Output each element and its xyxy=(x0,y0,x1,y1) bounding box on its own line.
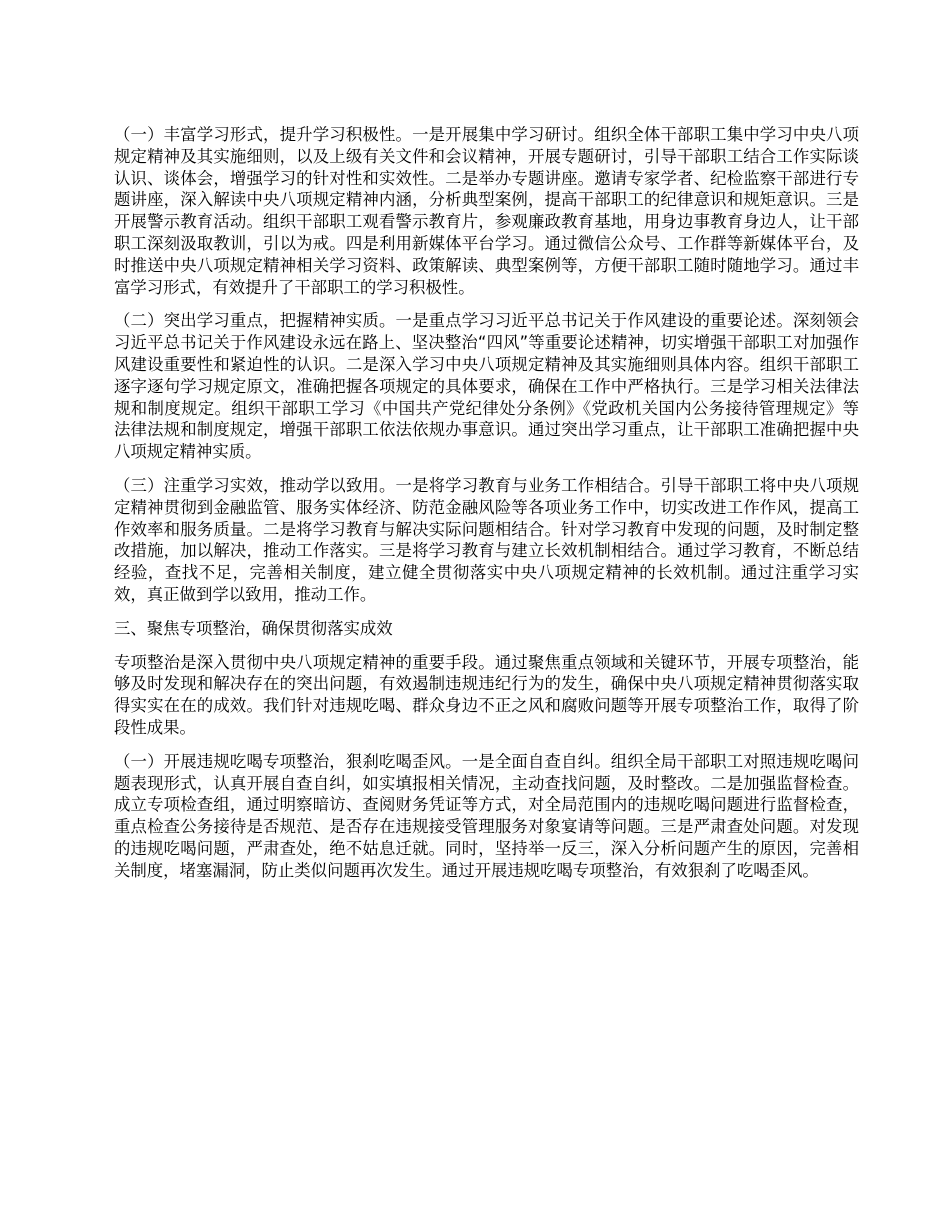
document-body xyxy=(114,124,859,894)
paragraph-study-forms: （一）丰富学习形式，提升学习积极性。一是开展集中学习研讨。组织全体干部职工集中学习中央八项规定精神及其实施细则，以及上级有关文件和会议精神，开展专题研讨，引导干部职工结合工作实际谈认识、谈体会，增强学习的针对性和实效性。二是举办专题讲座。邀请专家学者、纪检监察干部进行专题讲座，深入解读中央八项规定精神内涵，分析典型案例，提高干部职工的纪律意识和规矩意识。三是开展警示教育活动。组织干部职工观看警示教育片，参观廉政教育基地，用身边事教育身边人，让干部职工深刻汲取教训，引以为戒。四是利用新媒体平台学习。通过微信公众号、工作群等新媒体平台，及时推送中央八项规定精神相关学习资料、政策解读、典型案例等，方便干部职工随时随地学习。通过丰富学习形式，有效提升了干部职工的学习积极性。 xyxy=(114,125,859,297)
paragraph-dining-rectification: （一）开展违规吃喝专项整治，狠刹吃喝歪风。一是全面自查自纠。组织全局干部职工对照违规吃喝问题表现形式，认真开展自查自纠，如实填报相关情况，主动查找问题，及时整改。二是加强监督检查。成立专项检查组，通过明察暗访、查阅财务凭证等方式，对全局范围内的违规吃喝问题进行监督检查，重点检查公务接待是否规范、是否存在违规接受管理服务对象宴请等问题。三是严肃查处问题。对发现的违规吃喝问题，严肃查处，绝不姑息迁就。同时，坚持举一反三，深入分析问题产生的原因，完善相关制度，堵塞漏洞，防止类似问题再次发生。通过开展违规吃喝专项整治，有效狠刹了吃喝歪风。 xyxy=(114,751,859,880)
section-heading-special-rectification: 三、聚焦专项整治，确保贯彻落实成效 xyxy=(114,618,393,638)
paragraph-rectification-intro: 专项整治是深入贯彻中央八项规定精神的重要手段。通过聚焦重点领域和关键环节，开展专项整治，能够及时发现和解决存在的突出问题，有效遏制违规违纪行为的发生，确保中央八项规定精神贯彻落实取得实实在在的成效。我们针对违规吃喝、群众身边不正之风和腐败问题等开展专项整治工作，取得了阶段性成果。 xyxy=(114,652,859,737)
paragraph-study-focus: （二）突出学习重点，把握精神实质。一是重点学习习近平总书记关于作风建设的重要论述。深刻领会习近平总书记关于作风建设永远在路上、坚决整治“四风”等重要论述精神，切实增强干部职工对加强作风建设重要性和紧迫性的认识。二是深入学习中央八项规定精神及其实施细则具体内容。组织干部职工逐字逐句学习规定原文，准确把握各项规定的具体要求，确保在工作中严格执行。三是学习相关法律法规和制度规定。组织干部职工学习《中国共产党纪律处分条例》《党政机关国内公务接待管理规定》等法律法规和制度规定，增强干部职工依法依规办事意识。通过突出学习重点，让干部职工准确把握中央八项规定精神实质。 xyxy=(114,311,859,462)
paragraph-study-effect: （三）注重学习实效，推动学以致用。一是将学习教育与业务工作相结合。引导干部职工将中央八项规定精神贯彻到金融监管、服务实体经济、防范金融风险等各项业务工作中，切实改进工作作风，提高工作效率和服务质量。二是将学习教育与解决实际问题相结合。针对学习教育中发现的问题，及时制定整改措施，加以解决，推动工作落实。三是将学习教育与建立长效机制相结合。通过学习教育，不断总结经验，查找不足，完善相关制度，建立健全贯彻落实中央八项规定精神的长效机制。通过注重学习实效，真正做到学以致用，推动工作。 xyxy=(114,475,859,604)
